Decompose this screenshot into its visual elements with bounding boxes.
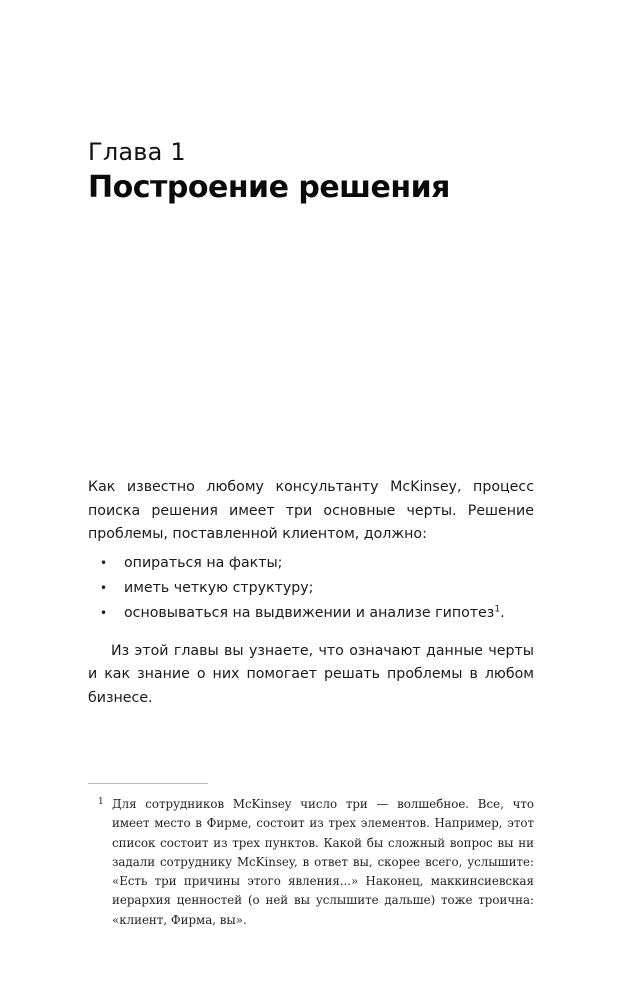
- bullet-icon: •: [100, 580, 108, 595]
- bullet-icon: •: [100, 605, 108, 620]
- list-item: [100, 576, 534, 601]
- list-item-text: основываться на выдвижении и анализе гипотез: [124, 604, 495, 621]
- chapter-intro-section: [88, 476, 534, 710]
- footnote-number: 1: [98, 797, 104, 807]
- footnote: [88, 795, 534, 930]
- bullet-list: [88, 551, 534, 626]
- bullet-icon: •: [100, 555, 108, 570]
- chapter-title: Построение решения: [88, 170, 450, 205]
- list-item-text: опираться на факты;: [124, 554, 283, 571]
- list-item: [100, 601, 534, 626]
- chapter-label: Глава 1: [88, 138, 186, 166]
- list-item-text: иметь четкую структуру;: [124, 579, 314, 596]
- list-item: [100, 551, 534, 576]
- closing-paragraph: Из этой главы вы узнаете, что означают данные черты и как знание о них помогает решать проблемы в любом бизнесе.: [88, 642, 534, 706]
- footnote-text: Для сотрудников McKinsey число три — волшебное. Все, что имеет место в Фирме, состоит из трех элементов. Например, этот список состоит из трех пунктов. Какой бы сложный вопрос вы ни задали сотруднику McKinsey, в ответ вы, скорее всего, услышите: «Есть три причины этого явления...» Наконец, маккинсиевская иерархия ценностей (о ней вы услышите дальше) тоже троична: «клиент, Фирма, вы».: [112, 797, 534, 927]
- footnote-reference[interactable]: 1: [494, 603, 501, 614]
- footnote-paragraph: [88, 795, 534, 930]
- intro-paragraph: Как известно любому консультанту McKinsey, процесс поиска решения имеет три основные черты. Решение проблемы, поставленной клиентом, должно:: [88, 479, 534, 542]
- list-item-suffix: .: [500, 604, 505, 621]
- footnote-divider: [88, 783, 208, 784]
